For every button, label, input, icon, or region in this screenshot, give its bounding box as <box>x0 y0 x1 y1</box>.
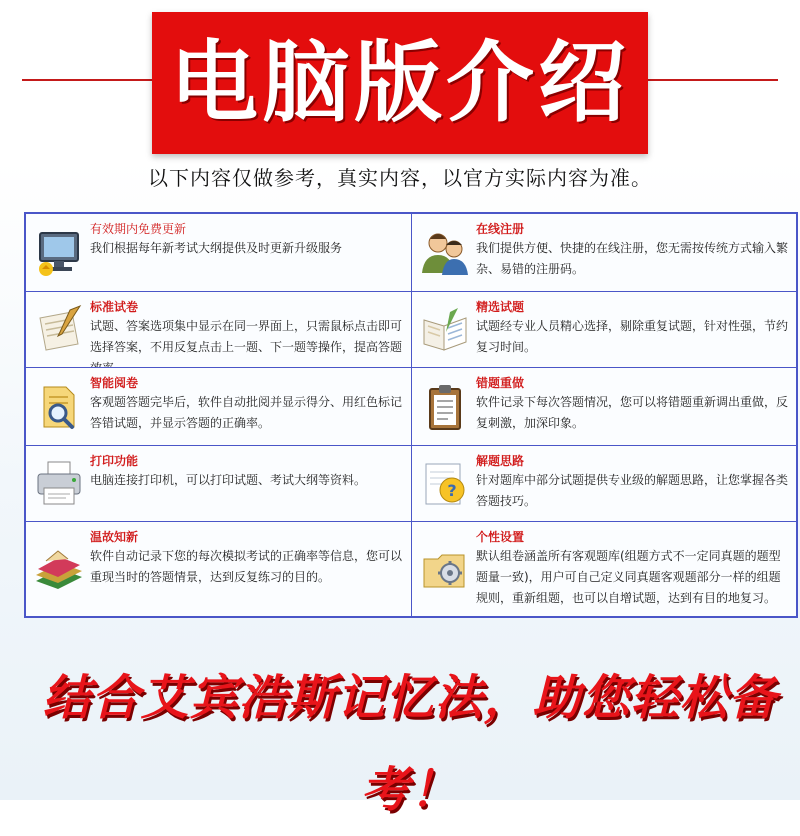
feature-cell-personalize <box>411 521 797 617</box>
title-banner <box>152 12 648 154</box>
feature-cell-smart-grading <box>25 367 413 447</box>
header-line-right <box>648 79 778 81</box>
feature-title: 智能阅卷 <box>90 376 139 390</box>
feature-title: 解题思路 <box>476 454 525 468</box>
feature-title: 温故知新 <box>90 530 139 544</box>
feature-desc: 针对题库中部分试题提供专业级的解题思路，让您掌握各类答题技巧。 <box>476 473 789 508</box>
printer-icon <box>32 458 86 510</box>
svg-text:?: ? <box>447 481 457 500</box>
question-bubble-icon <box>418 458 472 510</box>
magnifier-doc-icon <box>32 381 86 433</box>
settings-folder-icon <box>418 543 472 595</box>
feature-desc: 我们根据每年新考试大纲提供及时更新升级服务 <box>90 241 343 255</box>
monitor-icon <box>32 227 86 279</box>
feature-desc: 试题经专业人员精心选择，剔除重复试题，针对性强，节约复习时间。 <box>476 319 789 354</box>
feature-cell-solution-ideas <box>411 445 797 523</box>
feature-cell-standard-paper <box>25 291 413 369</box>
feature-title: 打印功能 <box>90 454 139 468</box>
feature-desc: 电脑连接打印机，可以打印试题、考试大纲等资料。 <box>90 473 367 487</box>
feature-cell-online-register <box>411 213 797 293</box>
feature-cell-print <box>25 445 413 523</box>
feature-cell-review <box>25 521 413 617</box>
feature-desc: 试题、答案选项集中显示在同一界面上，只需鼠标点击即可选择答案，不用反复点击上一题、下一题等操作，提高答题 <box>90 319 403 354</box>
feature-cell-selected-questions <box>411 291 797 369</box>
slogan-text: 结合艾宾浩斯记忆法，助您轻松备考！ <box>42 670 778 818</box>
feature-desc: 我们提供方便、快捷的在线注册，您无需按传统方式输入繁杂、易错的注册码。 <box>476 241 789 276</box>
feature-title: 标准试卷 <box>90 300 139 314</box>
feature-desc: 默认组卷涵盖所有客观题库(组题方式不一定同真题的题型题量一致)，用户可自己定义同真题客观题部分一样的组题规则，重新组题，也可以自增试题，达到有目的地复习。 <box>476 549 781 605</box>
feature-title: 有效期内免费更新 <box>90 222 187 236</box>
feature-title: 精选试题 <box>476 300 525 314</box>
feature-cell-redo-mistakes <box>411 367 797 447</box>
paper-pen-icon <box>32 304 86 356</box>
users-icon <box>418 227 472 279</box>
header-line-left <box>22 79 152 81</box>
clipboard-icon <box>418 381 472 433</box>
feature-title: 错题重做 <box>476 376 525 390</box>
feature-title: 个性设置 <box>476 530 525 544</box>
book-stack-icon <box>32 543 86 595</box>
disclaimer-subtitle: 以下内容仅做参考，真实内容，以官方实际内容为准。 <box>148 166 652 190</box>
feature-title: 在线注册 <box>476 222 525 236</box>
feature-desc: 软件自动记录下您的每次模拟考试的正确率等信息，您可以重现当时的答题情景，达到反复练习的目的。 <box>90 549 403 584</box>
banner-title: 电脑版介绍 <box>169 31 630 134</box>
feature-grid <box>24 212 798 618</box>
feature-desc: 软件记录下每次答题情况，您可以将错题重新调出重做，反复刺激，加深印象。 <box>476 395 789 430</box>
feature-desc: 客观题答题完毕后，软件自动批阅并显示得分、用红色标记答错试题，并显示答题的正确率。 <box>90 395 403 430</box>
feature-cell-free-update <box>25 213 413 293</box>
books-icon <box>418 304 472 356</box>
